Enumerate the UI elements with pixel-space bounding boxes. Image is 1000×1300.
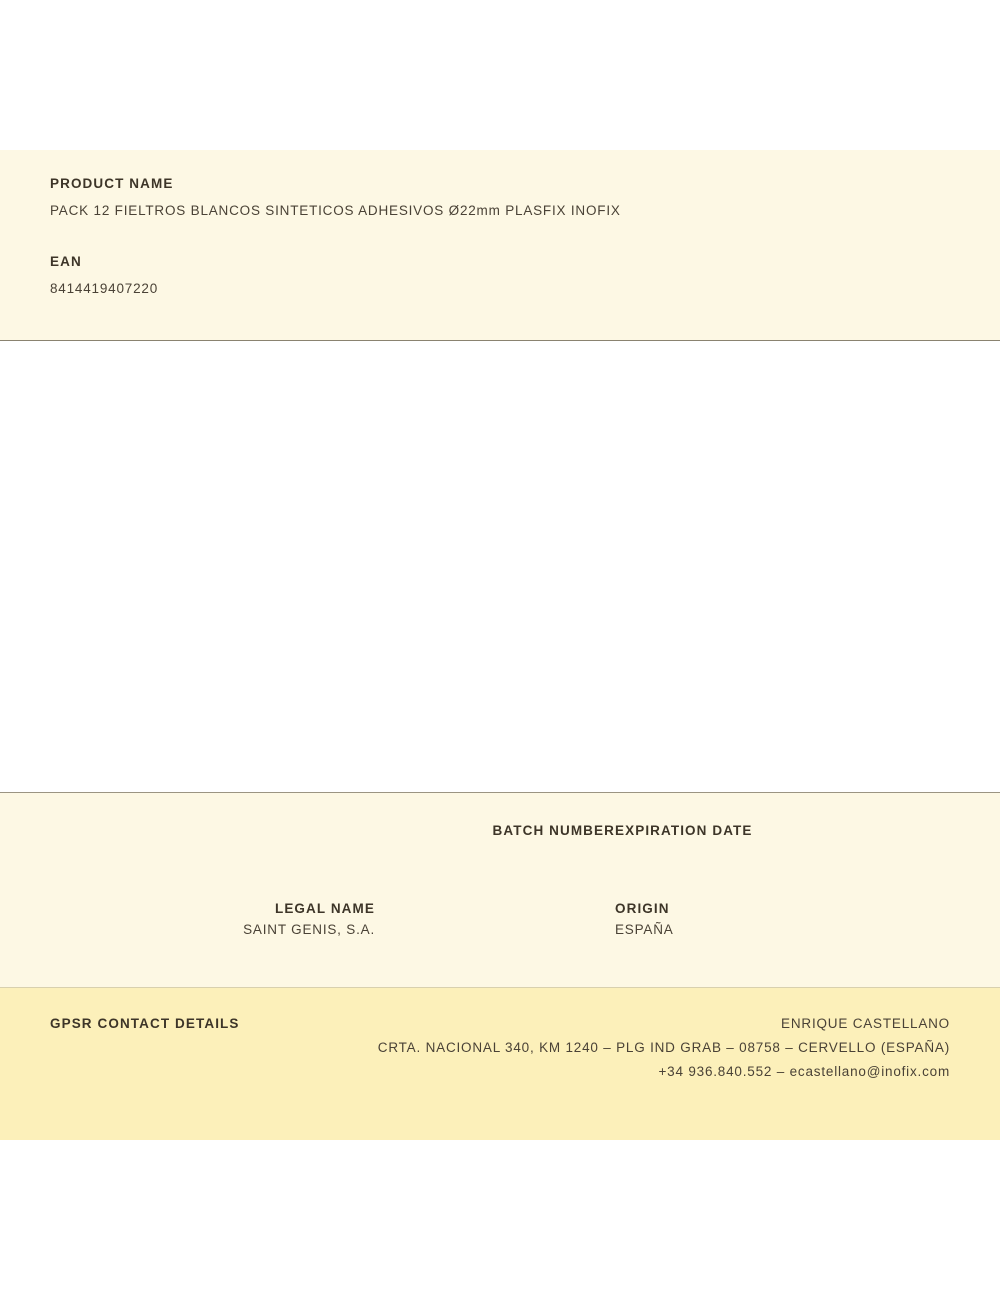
bottom-margin	[0, 1140, 1000, 1300]
blank-content-area	[0, 341, 1000, 793]
gpsr-contact-name: ENRIQUE CASTELLANO	[781, 1016, 950, 1031]
ean-label: EAN	[50, 254, 82, 269]
product-info-section	[0, 150, 1000, 341]
batch-expiration-row	[0, 793, 1000, 844]
origin-value: ESPAÑA	[615, 922, 674, 937]
gpsr-contact-address: CRTA. NACIONAL 340, KM 1240 – PLG IND GRAB – 08758 – CERVELLO (ESPAÑA)	[377, 1040, 950, 1055]
gpsr-contact-phone-email: +34 936.840.552 – ecastellano@inofix.com	[658, 1064, 950, 1079]
legal-origin-row	[0, 844, 1000, 937]
legal-name-label: LEGAL NAME	[274, 901, 375, 916]
expiration-date-column	[615, 823, 1000, 844]
batch-info-section	[0, 793, 1000, 988]
field-spacer	[50, 218, 950, 254]
gpsr-contact-label: GPSR CONTACT DETAILS	[50, 1016, 240, 1031]
legal-name-column	[0, 901, 615, 937]
origin-column	[615, 901, 1000, 937]
product-name-value: PACK 12 FIELTROS BLANCOS SINTETICOS ADHESIVOS Ø22mm PLASFIX INOFIX	[50, 203, 621, 218]
expiration-date-label: EXPIRATION DATE	[615, 823, 753, 838]
product-name-label: PRODUCT NAME	[50, 176, 174, 191]
ean-value: 8414419407220	[50, 281, 159, 296]
batch-number-label: BATCH NUMBER	[492, 823, 615, 838]
origin-label: ORIGIN	[615, 901, 670, 916]
top-margin	[0, 0, 1000, 150]
batch-number-column	[0, 823, 615, 844]
legal-name-value: SAINT GENIS, S.A.	[243, 922, 375, 937]
gpsr-contact-section	[0, 988, 1000, 1140]
gpsr-contact-lines	[378, 1016, 950, 1079]
